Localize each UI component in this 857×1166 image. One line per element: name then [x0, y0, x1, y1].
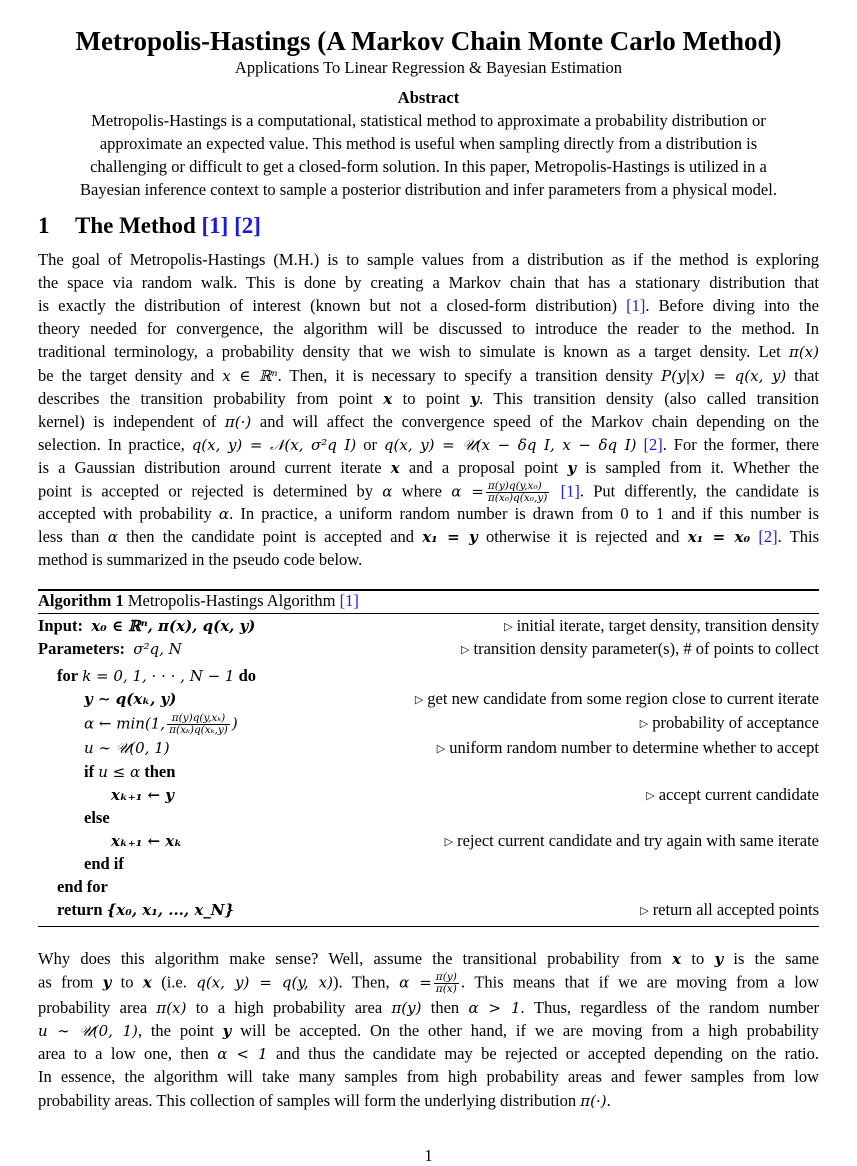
- body-line: less than α then the candidate point is accepted and x₁ = y otherwise it is rejected and x₁ = x₀ [2]. This: [38, 527, 820, 546]
- section-heading: [38, 212, 261, 240]
- algorithm-line: end for: [57, 877, 108, 896]
- math-inline: π(x): [788, 343, 819, 361]
- algorithm-line: xₖ₊₁ ← xₖ ▷ reject current candidate and try again with same iterate: [111, 831, 819, 850]
- body-line: area to a low one, then α < 1 and thus the candidate may be rejected or accepted depending on the ratio.: [38, 1044, 819, 1063]
- comment-triangle-icon: ▷: [436, 743, 446, 755]
- body-line: the space via random walk. This is done by creating a Markov chain that has a stationary distribution that: [38, 273, 819, 292]
- comment-triangle-icon: ▷: [461, 644, 470, 656]
- algorithm-caption-rule: [38, 613, 819, 614]
- comment-triangle-icon: ▷: [639, 718, 649, 730]
- comment-triangle-icon: ▷: [640, 905, 649, 917]
- fraction: $\frac{\pi(y)}{\pi(x)}$: [435, 971, 457, 995]
- body-line: probability areas. This collection of samples will form the underlying distribution π(·).: [38, 1091, 611, 1110]
- math-inline: q(x, y) = 𝒰(x − δq I, x − δq I): [383, 436, 637, 454]
- algorithm-line: if u ≤ α then: [84, 762, 176, 781]
- body-line: Why does this algorithm make sense? Well, assume the transitional probability from x to y is the same: [38, 949, 819, 968]
- citation-link[interactable]: [2]: [643, 435, 663, 454]
- algorithm-line: Parameters: σ²q, N ▷ transition density parameter(s), # of points to collect: [38, 639, 819, 658]
- comment-triangle-icon: ▷: [646, 790, 655, 802]
- body-line: point is accepted or rejected is determined by α where α = $\frac{\text{π(y)q(y,x₀)}}{\text{π(x₀)q(x₀,y)}}$ [1]. Put differently, the candidate is: [38, 480, 820, 504]
- algorithm-caption: Algorithm 1 Metropolis-Hastings Algorithm [1]: [38, 591, 359, 610]
- algorithm-bottom-rule: [38, 926, 819, 927]
- citation-link[interactable]: [1]: [560, 481, 580, 501]
- algorithm-line: xₖ₊₁ ← y ▷ accept current candidate: [111, 785, 819, 804]
- comment-triangle-icon: ▷: [444, 836, 454, 848]
- body-line: as from y to x (i.e. q(x, y) = q(y, x)). Then, α = $\frac{\pi(y)}{\pi(x)}$ . This means that if we are moving from a low: [38, 971, 819, 995]
- citation-link[interactable]: [1]: [626, 296, 646, 315]
- comment-triangle-icon: ▷: [414, 694, 424, 706]
- math-inline: π(·): [224, 413, 252, 431]
- citation-link[interactable]: [1]: [201, 213, 229, 238]
- body-line: accepted with probability α. In practice, a uniform random number is drawn from 0 to 1 and if this number is: [38, 504, 819, 523]
- citation-link[interactable]: [2]: [234, 213, 261, 238]
- page-number: 1: [424, 1146, 433, 1165]
- body-line: selection. In practice, q(x, y) = 𝒩(x, σ²q I) or q(x, y) = 𝒰(x − δq I, x − δq I) [2]. For the former, there: [38, 435, 820, 454]
- abstract-line: Metropolis-Hastings is a computational, statistical method to approximate a probability distribution or: [91, 111, 766, 130]
- body-line: The goal of Metropolis-Hastings (M.H.) is to sample values from a distribution as if the method is exploring: [38, 250, 819, 269]
- algorithm-line: y ∼ q(xₖ, y) ▷ get new candidate from some region close to current iterate: [84, 689, 819, 708]
- body-line: is a Gaussian distribution around current iterate x and a proposal point y is sampled from it. Whether the: [38, 458, 819, 477]
- abstract-heading: Abstract: [397, 88, 460, 107]
- citation-link[interactable]: [2]: [758, 527, 778, 546]
- algorithm-line: for k = 0, 1, · · · , N − 1 do: [57, 666, 257, 685]
- body-line: method is summarized in the pseudo code below.: [38, 550, 363, 569]
- body-line: be the target density and x ∈ ℝⁿ. Then, it is necessary to specify a transition density P(y|x) = q(x, y) that: [38, 366, 819, 385]
- body-line: u ∼ 𝒰(0, 1), the point y will be accepted. On the other hand, if we are moving from a high probability: [38, 1021, 820, 1040]
- fraction: $\frac{\text{π(y)q(y,xₖ)}}{\text{π(xₖ)q(xₖ,y)}}$: [169, 712, 228, 736]
- body-line: kernel) is independent of π(·) and will affect the convergence speed of the Markov chain depending on the: [38, 412, 819, 431]
- math-inline: q(x, y) = 𝒩(x, σ²q I): [191, 436, 357, 454]
- body-line: In essence, the algorithm will take many samples from high probability areas and fewer samples from low: [38, 1067, 819, 1086]
- algorithm-line: else: [84, 808, 110, 827]
- algorithm-line: return {x₀, x₁, ..., x_N} ▷ return all accepted points: [57, 900, 819, 919]
- section-title: The Method: [75, 213, 196, 238]
- abstract-line: challenging or difficult to get a closed-form solution. In this paper, Metropolis-Hastings is utilized in a: [90, 157, 767, 176]
- body-line: describes the transition probability from point x to point y. This transition density (also called transition: [38, 389, 819, 408]
- paper-title: Metropolis-Hastings (A Markov Chain Monte Carlo Method): [75, 26, 782, 56]
- citation-link[interactable]: [1]: [339, 591, 359, 610]
- body-line: theory needed for convergence, the algorithm will be discussed to introduce the reader to the method. In: [38, 319, 819, 338]
- body-line: is exactly the distribution of interest (known but not a closed-form distribution) [1]. Before diving into the: [38, 296, 819, 315]
- math-inline: x ∈ ℝⁿ: [222, 367, 278, 385]
- paper-subtitle: Applications To Linear Regression & Bayesian Estimation: [234, 58, 623, 77]
- fraction: $\frac{\text{π(y)q(y,x₀)}}{\text{π(x₀)q(x₀,y)}}$: [487, 480, 548, 504]
- algorithm-line: Input: x₀ ∈ ℝⁿ, π(x), q(x, y) ▷ initial iterate, target density, transition density: [38, 616, 819, 635]
- math-inline: P(y|x) = q(x, y): [661, 367, 787, 385]
- algorithm-line: u ∼ 𝒰(0, 1) ▷ uniform random number to determine whether to accept: [84, 738, 819, 757]
- body-line: traditional terminology, a probability density that we wish to simulate is known as a target density. Let π(x): [38, 342, 819, 361]
- section-number: 1: [38, 213, 50, 238]
- algorithm-line: end if: [84, 854, 124, 873]
- algorithm-line: α ← min(1, $\frac{\text{π(y)q(y,xₖ)}}{\text{π(xₖ)q(xₖ,y)}}$ ) ▷ probability of acceptance: [84, 712, 819, 736]
- abstract-line: Bayesian inference context to sample a posterior distribution and infer parameters from a physical model.: [80, 180, 777, 199]
- comment-triangle-icon: ▷: [504, 621, 513, 633]
- abstract-line: approximate an expected value. This method is useful when sampling directly from a distribution is: [99, 134, 758, 153]
- body-line: probability area π(x) to a high probability area π(y) then α > 1. Thus, regardless of the random number: [38, 998, 819, 1017]
